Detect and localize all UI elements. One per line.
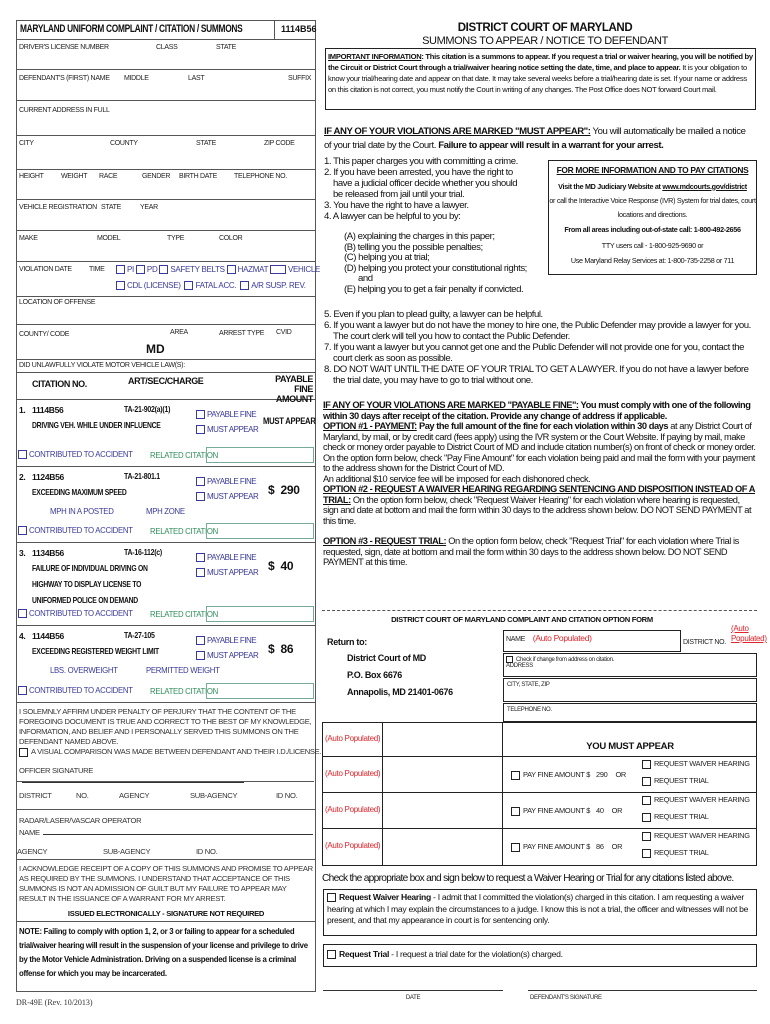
county-code-row[interactable] <box>16 325 316 360</box>
did-violate-label: DID UNLAWFULLY VIOLATE MOTOR VEHICLE LAW(S): <box>19 362 185 369</box>
payable-header: PAYABLE <box>275 374 313 384</box>
rights-item: 1. This paper charges you with committing a crime. <box>324 156 518 167</box>
extra-field-2[interactable]: PERMITTED WEIGHT <box>124 666 220 675</box>
physical-row[interactable] <box>16 170 316 200</box>
charge-header: ART/SEC/CHARGE <box>128 376 204 386</box>
violation-description: UNIFORMED POLICE ON DEMAND <box>32 595 138 605</box>
must-appear-checkbox[interactable]: MUST APPEAR <box>196 568 258 577</box>
rights-item: 8. DO NOT WAIT UNTIL THE DATE OF YOUR TRIAL TO GET A LAWYER. If you do not have a lawyer before the trial date, you may have to go to trial without one. <box>324 364 749 386</box>
payable-head: IF ANY OF YOUR VIOLATIONS ARE MARKED "PAYABLE FINE": <box>323 400 579 410</box>
fine-amount: $ 86 <box>268 642 294 656</box>
violation-row <box>16 626 316 703</box>
violation-description: EXCEEDING MAXIMUM SPEED <box>32 487 127 497</box>
payable-bold: You must comply with one of the following within 30 days after receipt of the citation. Provide any change of address if applicable. <box>323 400 751 421</box>
relay-text: Use Maryland Relay Services at: 1-800-735-2258 or 711 <box>570 256 735 265</box>
violation-citation-no: 1114B56 <box>32 405 64 415</box>
name-row[interactable] <box>16 70 316 101</box>
middle-label: MIDDLE <box>124 75 149 82</box>
website-link[interactable]: www.mdcourts.gov/district <box>662 181 747 191</box>
rights-item: 2. If you have been arrested, you have the right to have a judicial officer decide whether you should be released from jail until your trial. <box>324 167 518 200</box>
radar-agency-label: AGENCY <box>17 847 48 856</box>
signature-line[interactable] <box>528 990 757 991</box>
return-address-line: Annapolis, MD 21401-0676 <box>347 687 453 697</box>
related-citation-label: RELATED CITATION <box>150 687 218 696</box>
related-citation-label: RELATED CITATION <box>150 610 218 619</box>
option-row <box>322 757 757 793</box>
rights-item: 3. You have the right to have a lawyer. <box>324 200 469 211</box>
related-citation-field[interactable] <box>206 683 314 699</box>
make-row[interactable] <box>16 231 316 262</box>
auto-populated-charge <box>383 722 503 756</box>
fine-amount: $ 40 <box>268 559 294 573</box>
birth-date-label: BIRTH DATE <box>179 173 217 180</box>
violation-number: 1. <box>19 405 26 415</box>
rights-item: 6. If you want a lawyer but do not have the money to hire one, the Public Defender may provide a lawyer for you. The court clerk will tell you how to contact the Public Defender. <box>324 320 751 342</box>
district-no-label: DISTRICT NO. <box>683 639 726 646</box>
issued-electronically: ISSUED ELECTRONICALLY - SIGNATURE NOT REQUIRED <box>67 909 265 918</box>
lawyer-help-item: (C) helping you at trial; <box>344 252 430 263</box>
auto-populated-citation: (Auto Populated) <box>322 722 383 756</box>
visit-text: Visit the MD Judiciary Website at <box>558 181 663 191</box>
race-label: RACE <box>99 173 118 180</box>
violation-description: DRIVING VEH. WHILE UNDER INFLUENCE <box>32 420 161 430</box>
payable-fine-instructions <box>323 400 757 568</box>
option2-head: OPTION #2 - REQUEST A WAIVER HEARING REGARDING SENTENCING AND DISPOSITION INSTEAD OF A TRIAL: <box>323 484 756 505</box>
fine-amount-header: FINE AMOUNT <box>275 384 313 404</box>
must-appear-text: You will automatically be mailed a notice of your trial date by the Court. <box>324 126 746 151</box>
related-citation-field[interactable] <box>206 447 314 463</box>
contributed-to-accident-checkbox[interactable]: CONTRIBUTED TO ACCIDENT <box>18 686 133 695</box>
class-label: CLASS <box>156 44 178 51</box>
agency-label: AGENCY <box>119 791 150 800</box>
more-info-head: FOR MORE INFORMATION AND TO PAY CITATIONS <box>556 165 749 175</box>
state-label: STATE <box>196 140 217 147</box>
must-appear-notice <box>324 125 754 153</box>
related-citation-field[interactable] <box>206 606 314 622</box>
location-label: LOCATION OF OFFENSE <box>19 299 96 306</box>
option1-head: OPTION #1 - PAYMENT: <box>323 421 417 431</box>
request-waiver-checkbox[interactable]: REQUEST WAIVER HEARING <box>642 795 750 805</box>
trial-text: - I request a trial date for the violation(s) charged. <box>389 949 563 959</box>
radar-label: RADAR/LASER/VASCAR OPERATOR <box>19 816 142 825</box>
form-title: MARYLAND UNIFORM COMPLAINT / CITATION / SUMMONS <box>20 23 243 35</box>
no-label: NO. <box>76 791 89 800</box>
request-waiver-option[interactable] <box>323 889 757 936</box>
violation-row <box>16 467 316 543</box>
lawyer-help-item: (B) telling you the possible penalties; <box>344 241 483 253</box>
option3-text: On the option form below, check "Request Trial" for each violation where Trial is requested, sign, date at bottom and mail the form within 30 days to the address shown below. DO NOT SEND PAYMENT at this time. <box>323 536 739 567</box>
weight-label: WEIGHT <box>61 173 88 180</box>
pay-fine-checkbox[interactable]: PAY FINE AMOUNT $ 86 OR <box>511 842 622 852</box>
violation-description: HIGHWAY TO DISPLAY LICENSE TO <box>32 579 142 589</box>
radar-sub-agency-label: SUB-AGENCY <box>103 847 151 856</box>
violation-number: 2. <box>19 472 26 482</box>
visual-comparison-checkbox[interactable]: A VISUAL COMPARISON WAS MADE BETWEEN DEFENDANT AND THEIR I.D./LICENSE. <box>19 747 321 757</box>
ar-susp-checkbox[interactable]: A/R SUSP. REV. <box>240 281 306 290</box>
auto-populated-citation: (Auto Populated) <box>322 793 383 828</box>
lawyer-help-item: (D) helping you protect your constitutional rights; and <box>344 262 527 284</box>
violation-citation-no: 1144B56 <box>32 631 64 641</box>
pi-checkbox[interactable]: PI <box>116 265 134 274</box>
radar-name-field[interactable]: NAME <box>19 828 313 838</box>
trial-head: Request Trial <box>339 949 390 959</box>
violation-date-label: VIOLATION DATE <box>19 266 72 273</box>
violation-row <box>16 400 316 467</box>
type-label: TYPE <box>167 235 185 242</box>
affirm-section <box>16 703 322 810</box>
option3-head: OPTION #3 - REQUEST TRIAL: <box>323 536 447 546</box>
vehicle-row[interactable] <box>16 200 316 231</box>
address-field[interactable] <box>503 653 757 677</box>
lawyer-help-item: (E) helping you to get a fair penalty if convicted. <box>344 283 524 295</box>
important-text: It is your obligation to know your trial/hearing date and appear on that date. It may take several weeks before a trial/hearing date is set. If your name or address on this citation is not correct, you must notify the Court in writing of any changes. The Post Office does NOT forward Court mail. <box>328 63 747 94</box>
extra-field-2[interactable]: MPH ZONE <box>124 507 185 516</box>
year-label: YEAR <box>140 204 158 211</box>
request-waiver-checkbox[interactable]: REQUEST WAIVER HEARING <box>642 831 750 841</box>
license-row[interactable] <box>16 40 316 70</box>
court-subtitle: SUMMONS TO APPEAR / NOTICE TO DEFENDANT <box>422 35 668 47</box>
violation-code: TA-21-801.1 <box>124 471 160 481</box>
city-label: CITY <box>19 140 34 147</box>
county-value: MD <box>146 342 165 356</box>
violation-citation-no: 1124B56 <box>32 472 64 482</box>
tty-text: TTY users call - 1-800-925-9690 or <box>601 240 704 250</box>
violation-number: 4. <box>19 631 26 641</box>
county-code-label: COUNTY/ CODE <box>19 331 70 338</box>
citation-no-header: CITATION NO. <box>32 379 87 389</box>
violation-description: EXCEEDING REGISTERED WEIGHT LIMIT <box>32 646 159 656</box>
auto-populated-charge <box>383 793 503 828</box>
area-label: AREA <box>170 329 188 336</box>
city-row[interactable] <box>16 136 316 170</box>
auto-populated-citation: (Auto Populated) <box>322 829 383 865</box>
vehicle-state-label: STATE <box>101 204 122 211</box>
must-appear-bold: Failure to appear will result in a warrant for your arrest. <box>438 140 664 151</box>
violation-citation-no: 1134B56 <box>32 548 64 558</box>
request-trial-checkbox[interactable]: REQUEST TRIAL <box>642 812 709 822</box>
pay-fine-checkbox[interactable]: PAY FINE AMOUNT $ 40 OR <box>511 806 622 816</box>
court-title: DISTRICT COURT OF MARYLAND <box>457 22 633 34</box>
telephone-label: TELEPHONE NO. <box>234 173 287 180</box>
time-label: TIME <box>89 266 105 273</box>
gender-label: GENDER <box>142 173 171 180</box>
city-state-zip-field[interactable]: CITY, STATE, ZIP <box>503 678 757 702</box>
address-row[interactable] <box>16 101 316 136</box>
district-no-value: (Auto Populated) <box>731 624 767 643</box>
district-label: DISTRICT <box>19 791 52 800</box>
rights-list <box>324 156 529 222</box>
arrest-type-label: ARREST TYPE <box>219 330 265 337</box>
payable-fine-checkbox[interactable]: PAYABLE FINE <box>196 477 256 486</box>
address-label: CURRENT ADDRESS IN FULL <box>19 107 110 114</box>
waiver-head: Request Waiver Hearing <box>339 892 431 902</box>
return-address-line: P.O. Box 6676 <box>347 670 402 680</box>
payable-fine-checkbox[interactable]: PAYABLE FINE <box>196 636 256 645</box>
name-field[interactable]: NAME (Auto Populated) <box>503 630 681 652</box>
safety-belts-checkbox[interactable]: SAFETY BELTS <box>159 265 224 274</box>
form-id: DR-49E (Rev. 10/2013) <box>16 998 93 1007</box>
must-appear-checkbox[interactable]: MUST APPEAR <box>196 651 258 660</box>
request-trial-checkbox[interactable]: REQUEST TRIAL <box>642 848 709 858</box>
address-label: ADDRESS <box>506 663 533 670</box>
extra-field-1[interactable]: MPH IN A POSTED <box>32 507 114 516</box>
did-violate-row <box>16 360 316 373</box>
violation-description: FAILURE OF INDIVIDUAL DRIVING ON <box>32 563 148 573</box>
hazmat-checkbox[interactable]: HAZMAT <box>227 265 268 274</box>
cvid-label: CVID <box>276 329 292 336</box>
signature-label: DEFENDANT'S SIGNATURE <box>530 995 602 1001</box>
acknowledge-text: I ACKNOWLEDGE RECEIPT OF A COPY OF THIS SUMMONS AND PROMISE TO APPEAR AS REQUIRED BY THE SUMMONS. I UNDERSTAND THAT ACCEPTANCE OF THIS SUMMONS IS NOT AN ADMISSION OF GUILT BUT MY FAILURE TO APPEAR MAY RESULT IN THE ISSUANCE OF A WARRANT FOR MY ARREST. <box>19 864 313 903</box>
option1-bold: Pay the full amount of the fine for each violation within 30 days <box>416 421 669 431</box>
pay-fine-checkbox[interactable]: PAY FINE AMOUNT $ 290 OR <box>511 770 626 780</box>
violation-number: 3. <box>19 548 26 558</box>
radar-section[interactable] <box>16 810 316 860</box>
contributed-to-accident-checkbox[interactable]: CONTRIBUTED TO ACCIDENT <box>18 526 133 535</box>
request-waiver-checkbox[interactable]: REQUEST WAIVER HEARING <box>642 759 750 769</box>
date-label: DATE <box>405 995 421 1001</box>
important-label: IMPORTANT INFORMATION <box>328 52 422 61</box>
option-row <box>322 722 757 757</box>
contributed-to-accident-checkbox[interactable]: CONTRIBUTED TO ACCIDENT <box>18 609 133 618</box>
cdl-checkbox[interactable]: CDL (LICENSE) <box>116 281 181 290</box>
affirm-text: I SOLEMNLY AFFIRM UNDER PENALTY OF PERJURY THAT THE CONTENT OF THE FOREGOING DOCUMENT IS TRUE AND CORRECT TO THE BEST OF MY KNOWLEDGE, INFORMATION, AND BELIEF AND I PERSONALLY SERVED THIS SUMMONS ON THE DEFENDANT NAMED ABOVE. <box>19 707 312 746</box>
county-label: COUNTY <box>110 140 138 147</box>
vehicle-registration-label: VEHICLE REGISTRATION <box>19 204 97 211</box>
return-to-label: Return to: <box>327 637 367 647</box>
auto-populated-citation: (Auto Populated) <box>322 757 383 792</box>
important-bold: : This citation is a summons to appear. If you request a trial or waiver hearing, you will be notified by the Circuit or District Court through a trial/waiver hearing notice setting the date, time, and place to appear. <box>328 52 753 72</box>
violations-header <box>16 373 316 404</box>
ivr-text: or call the Interactive Voice Response (IVR) System for trial dates, court locations and directions. <box>549 196 756 219</box>
make-label: MAKE <box>19 235 38 242</box>
option-row <box>322 793 757 829</box>
lawyer-help-item: (A) explaining the charges in this paper; <box>344 231 495 242</box>
fine-amount: MUST APPEAR <box>263 416 316 426</box>
id-no-label: ID NO. <box>276 791 298 800</box>
related-citation-field[interactable] <box>206 523 314 539</box>
rights-list-continued <box>324 309 756 386</box>
more-info-box <box>548 160 757 275</box>
payable-fine-checkbox[interactable]: PAYABLE FINE <box>196 410 256 419</box>
form-title-row <box>16 20 316 40</box>
payable-fine-checkbox[interactable]: PAYABLE FINE <box>196 553 256 562</box>
vehicle-checkbox[interactable]: VEHICLE <box>270 265 320 274</box>
rights-item: 7. If you want a lawyer but you cannot get one and the Public Defender will not provide one for you, contact the court clerk as soon as possible. <box>324 342 744 364</box>
citation-number: 1114B56 <box>274 20 317 40</box>
date-line[interactable] <box>323 990 503 991</box>
option-row <box>322 829 757 866</box>
radar-id-no-label: ID NO. <box>196 847 218 856</box>
violation-code: TA-16-112(c) <box>124 547 162 557</box>
fee-text: An additional $10 service fee will be imposed for each dishonored check. <box>323 473 591 484</box>
cut-line <box>322 610 757 611</box>
telephone-field[interactable]: TELEPHONE NO. <box>503 703 757 722</box>
related-citation-label: RELATED CITATION <box>150 527 218 536</box>
officer-signature-field[interactable]: OFFICER SIGNATURE <box>19 766 313 786</box>
waiver-text: - I admit that I committed the violation(s) charged in this citation. I am requesting a waiver hearing at which I may explain the circumstances to a judge. I know this is not a trial, the officer and witnesses will not be present, and that my appearance in court is for sentencing only. <box>327 892 749 925</box>
first-name-label: DEFENDANT'S (FIRST) NAME <box>19 75 110 82</box>
note-text: NOTE: Failing to comply with option 1, 2, or 3 or failing to appear for a scheduled trial/waiver hearing will result in the suspension of your license and privilege to drive by the Motor Vehicle Administration. Driving on a suspended license is a criminal offense for which you may be incarcerated. <box>19 927 308 978</box>
pd-checkbox[interactable]: PD <box>136 265 158 274</box>
fine-amount: $ 290 <box>268 483 300 497</box>
must-appear-head: IF ANY OF YOUR VIOLATIONS ARE MARKED "MUST APPEAR": <box>324 126 591 137</box>
phone-all-areas: From all areas including out-of-state call: 1-800-492-2656 <box>564 225 741 234</box>
state-label: STATE <box>216 44 237 51</box>
request-trial-option[interactable] <box>323 944 757 967</box>
you-must-appear: YOU MUST APPEAR <box>586 741 674 752</box>
address-change-checkbox[interactable]: Check if change from address on citation. <box>506 657 614 663</box>
sub-agency-label: SUB-AGENCY <box>190 791 238 800</box>
must-appear-checkbox[interactable]: MUST APPEAR <box>196 425 258 434</box>
zip-label: ZIP CODE <box>264 140 295 147</box>
acknowledge-section <box>16 860 316 922</box>
last-label: LAST <box>188 75 205 82</box>
violation-code: TA-21-902(a)(1) <box>124 404 171 414</box>
suffix-label: SUFFIX <box>288 75 312 82</box>
auto-populated-charge <box>383 757 503 792</box>
rights-item: 4. A lawyer can be helpful to you by: <box>324 211 461 222</box>
height-label: HEIGHT <box>19 173 44 180</box>
related-citation-label: RELATED CITATION <box>150 451 218 460</box>
auto-populated-charge <box>383 829 503 865</box>
violation-row <box>16 543 316 626</box>
return-address-line: District Court of MD <box>347 653 426 663</box>
rights-item: 5. Even if you plan to plead guilty, a lawyer can be helpful. <box>324 309 543 320</box>
location-row[interactable] <box>16 297 316 325</box>
must-appear-checkbox[interactable]: MUST APPEAR <box>196 492 258 501</box>
contributed-to-accident-checkbox[interactable]: CONTRIBUTED TO ACCIDENT <box>18 450 133 459</box>
violation-code: TA-27-105 <box>124 630 155 640</box>
fatal-acc-checkbox[interactable]: FATAL ACC. <box>184 281 236 290</box>
option2-text: On the option form below, check "Request Waiver Hearing" for each violation where hearing is requested, sign and date at bottom and mail the form within 30 days to the address shown below. DO NOT SEND PAYMENT at this time. <box>323 494 752 526</box>
lawyer-help-list <box>344 232 542 295</box>
request-trial-checkbox[interactable]: REQUEST TRIAL <box>642 776 709 786</box>
important-info-box <box>325 48 756 110</box>
color-label: COLOR <box>219 235 243 242</box>
check-instructions: Check the appropriate box and sign below to request a Waiver Hearing or Trial for any citations listed above. <box>322 873 734 884</box>
model-label: MODEL <box>97 235 121 242</box>
option1-text: at any District Court of Maryland, by mail, or by credit card (fees apply) using the IVR system or the Court Website. If paying by mail, make check or money order payable to District Court of MD and include citation number(s) on front of check or money order. On the option form below, check "Pay Fine Amount" for each violation being paid and mail the form with your payment to the address shown for the District Court of MD. <box>323 421 756 473</box>
dl-label: DRIVER'S LICENSE NUMBER <box>19 44 109 51</box>
return-address <box>327 634 453 701</box>
extra-field-1[interactable]: LBS. OVERWEIGHT <box>32 666 118 675</box>
option-form-title: DISTRICT COURT OF MARYLAND COMPLAINT AND CITATION OPTION FORM <box>391 615 653 624</box>
violation-date-row[interactable] <box>16 262 321 297</box>
